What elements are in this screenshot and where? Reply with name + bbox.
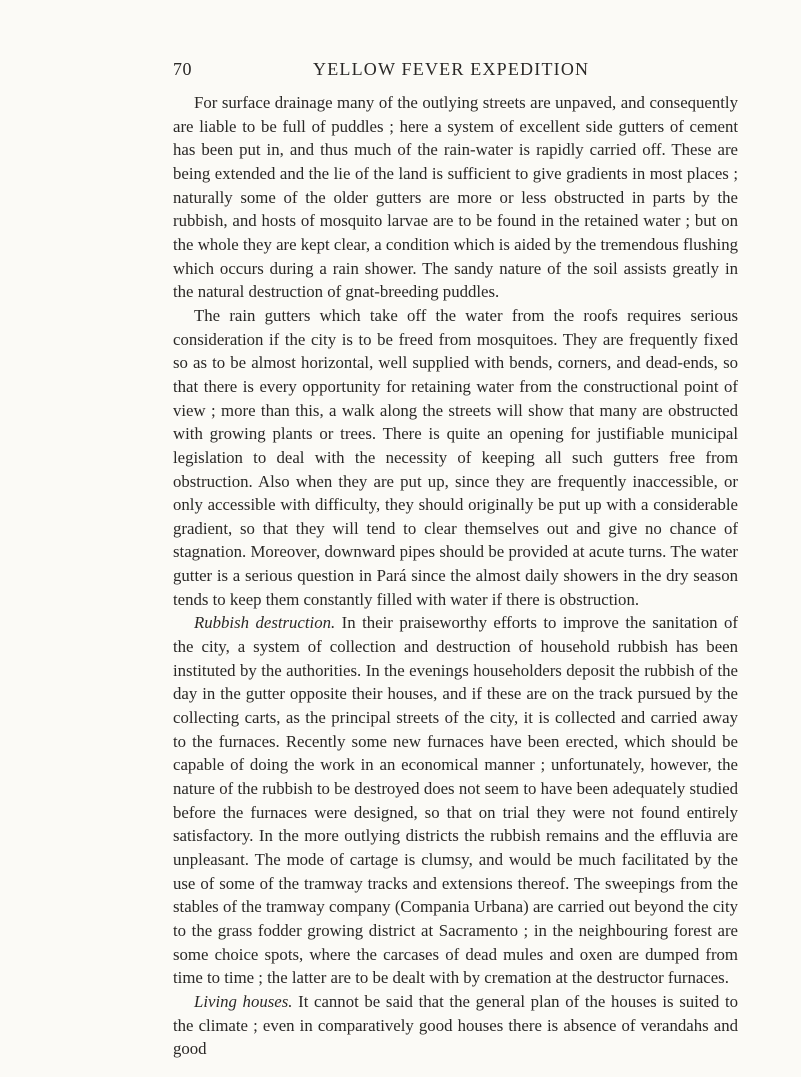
page-header	[173, 59, 738, 81]
paragraph-text: For surface drainage many of the outlying streets are unpaved, and consequently are liable to be full of puddles ; here a system of excellent side gutters of cement has been put in, and thus much of the rain-water is rapidly carried off. These are being extended and the lie of the land is sufficient to give gradients in most places ; naturally some of the older gutters are more or less obstructed in parts by the rubbish, and hosts of mosquito larvae are to be found in the retained water ; but on the whole they are kept clear, a condition which is aided by the tremendous flushing which occurs during a rain shower. The sandy nature of the soil assists greatly in the natural destruction of gnat-breeding puddles.	[173, 93, 738, 302]
running-title: YELLOW FEVER EXPEDITION	[313, 59, 590, 79]
paragraph-text: In their praiseworthy efforts to improve the sanitation of the city, a system of collection and destruction of household rubbish has been instituted by the authorities. In the evenings householders deposit the rubbish of the day in the gutter opposite their houses, and if these are on the track pursued by the collecting carts, as the principal streets of the city, it is collected and carried away to the furnaces. Recently some new furnaces have been erected, which should be capable of doing the work in an economical manner ; unfortunately, however, the nature of the rubbish to be destroyed does not seem to have been adequately studied before the furnaces were designed, so that on trial they were not found entirely satisfactory. In the more outlying districts the rubbish remains and the effluvia are unpleasant. The mode of cartage is clumsy, and would be much facilitated by the use of some of the tramway tracks and extensions thereof. The sweepings from the stables of the tramway company (Compania Urbana) are carried out beyond the city to the grass fodder growing district at Sacramento ; in the neighbouring forest are some choice spots, where the carcases of dead mules and oxen are dumped from time to time ; the latter are to be dealt with by cremation at the destructor furnaces.	[173, 613, 738, 988]
paragraph-surface-drainage	[173, 91, 738, 304]
paragraph-text: The rain gutters which take off the water from the roofs requires serious consideration if the city is to be freed from mosquitoes. They are frequently fixed so as to be almost horizontal, well supplied with bends, corners, and dead-ends, so that there is every opportunity for retaining water from the constructional point of view ; more than this, a walk along the streets will show that many are obstructed with growing plants or trees. There is quite an opening for justifiable municipal legislation to deal with the necessity of keeping all such gutters free from obstruction. Also when they are put up, since they are frequently inaccessible, or only accessible with difficulty, they should originally be put up with a considerable gradient, so that they will tend to clear themselves out and give no chance of stagnation. Moreover, downward pipes should be provided at acute turns. The water gutter is a serious question in Pará since the almost daily showers in the dry season tends to keep them constantly filled with water if there is obstruction.	[173, 305, 738, 609]
paragraph-text: It cannot be said that the general plan of the houses is suited to the climate ; even in comparatively good houses there is absence of verandahs and good	[173, 991, 738, 1059]
section-heading-living-houses: Living houses.	[194, 991, 293, 1011]
section-heading-rubbish-destruction: Rubbish destruction.	[194, 613, 336, 633]
body-text	[173, 91, 738, 1061]
paragraph-living-houses	[173, 990, 738, 1061]
page-number: 70	[173, 59, 192, 79]
paragraph-rain-gutters	[173, 304, 738, 612]
paragraph-rubbish-destruction	[173, 611, 738, 990]
